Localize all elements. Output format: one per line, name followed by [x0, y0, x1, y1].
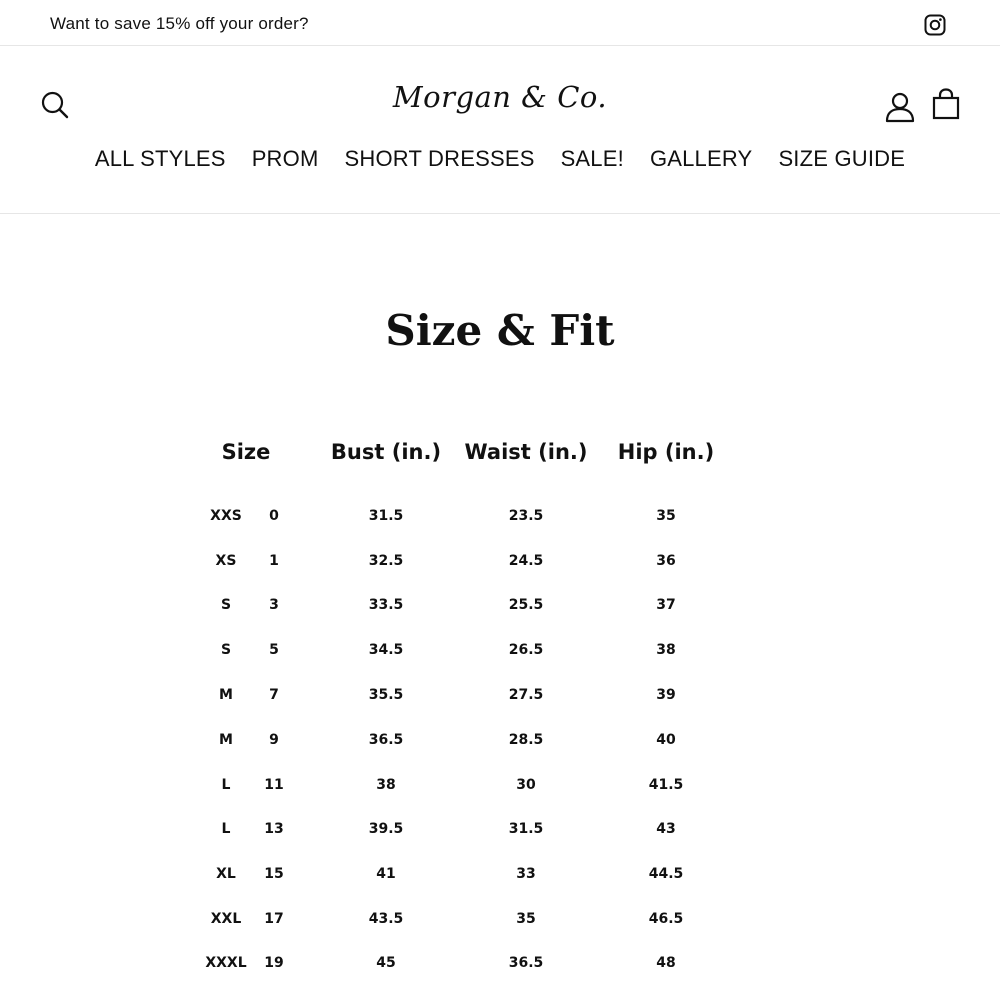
announcement-bar: [0, 0, 1000, 46]
hip-value: 41.5: [648, 777, 684, 793]
size-label: XS: [215, 553, 237, 569]
column-header-hip: Hip (in.): [617, 440, 715, 464]
table-row: [196, 777, 736, 797]
waist-value: 25.5: [508, 597, 544, 613]
nav-item-all-styles[interactable]: ALL STYLES: [94, 146, 226, 171]
size-number: 11: [264, 777, 284, 793]
hip-value: 38: [656, 642, 676, 658]
size-label: XL: [216, 866, 236, 882]
site-header: [0, 46, 1000, 214]
size-label: M: [219, 687, 233, 703]
waist-value: 23.5: [508, 508, 544, 524]
bust-value: 36.5: [368, 732, 404, 748]
cart-icon[interactable]: [930, 88, 962, 120]
column-header-bust: Bust (in.): [330, 440, 442, 464]
nav-item-size-guide[interactable]: SIZE GUIDE: [778, 146, 906, 171]
table-row: [196, 642, 736, 662]
size-number: 7: [269, 687, 279, 703]
bust-value: 31.5: [368, 508, 404, 524]
bust-value: 35.5: [368, 687, 404, 703]
main-navigation: [0, 146, 1000, 172]
waist-value: 28.5: [508, 732, 544, 748]
bust-value: 45: [376, 955, 396, 971]
instagram-icon[interactable]: [924, 14, 946, 36]
waist-value: 27.5: [508, 687, 544, 703]
waist-value: 36.5: [508, 955, 544, 971]
waist-value: 33: [516, 866, 536, 882]
waist-value: 26.5: [508, 642, 544, 658]
table-row: [196, 866, 736, 886]
hip-value: 43: [656, 821, 676, 837]
hip-value: 46.5: [648, 911, 684, 927]
size-number: 15: [264, 866, 284, 882]
size-label: S: [220, 642, 232, 658]
nav-item-short-dresses[interactable]: SHORT DRESSES: [344, 146, 535, 171]
bust-value: 39.5: [368, 821, 404, 837]
table-row: [196, 597, 736, 617]
site-logo[interactable]: Morgan & Co.: [392, 80, 608, 114]
hip-value: 44.5: [648, 866, 684, 882]
table-row: [196, 911, 736, 931]
table-row: [196, 955, 736, 975]
page-title: Size & Fit: [385, 306, 615, 355]
bust-value: 43.5: [368, 911, 404, 927]
size-number: 5: [269, 642, 279, 658]
column-header-waist: Waist (in.): [464, 440, 588, 464]
size-label: XXS: [210, 508, 242, 524]
table-row: [196, 553, 736, 573]
hip-value: 48: [656, 955, 676, 971]
hip-value: 40: [656, 732, 676, 748]
waist-value: 35: [516, 911, 536, 927]
table-row: [196, 508, 736, 528]
bust-value: 33.5: [368, 597, 404, 613]
size-number: 1: [269, 553, 279, 569]
size-label: L: [221, 777, 231, 793]
size-number: 13: [264, 821, 284, 837]
bust-value: 34.5: [368, 642, 404, 658]
hip-value: 37: [656, 597, 676, 613]
search-icon[interactable]: [40, 90, 70, 120]
hip-value: 35: [656, 508, 676, 524]
nav-item-gallery[interactable]: GALLERY: [649, 146, 753, 171]
account-icon[interactable]: [884, 91, 916, 123]
column-header-size: Size: [221, 440, 271, 464]
bust-value: 41: [376, 866, 396, 882]
size-label: XXL: [210, 911, 242, 927]
waist-value: 31.5: [508, 821, 544, 837]
size-number: 19: [264, 955, 284, 971]
size-number: 0: [269, 508, 279, 524]
announcement-text[interactable]: Want to save 15% off your order?: [50, 14, 309, 33]
table-row: [196, 687, 736, 707]
nav-item-prom[interactable]: PROM: [251, 146, 319, 171]
bust-value: 38: [376, 777, 396, 793]
nav-item-sale[interactable]: SALE!: [560, 146, 624, 171]
table-row: [196, 732, 736, 752]
size-label: S: [220, 597, 232, 613]
size-number: 3: [269, 597, 279, 613]
table-row: [196, 821, 736, 841]
waist-value: 24.5: [508, 553, 544, 569]
size-label: L: [221, 821, 231, 837]
waist-value: 30: [516, 777, 536, 793]
hip-value: 36: [656, 553, 676, 569]
size-label: XXXL: [205, 955, 247, 971]
size-label: M: [219, 732, 233, 748]
hip-value: 39: [656, 687, 676, 703]
size-number: 17: [264, 911, 284, 927]
bust-value: 32.5: [368, 553, 404, 569]
size-number: 9: [269, 732, 279, 748]
